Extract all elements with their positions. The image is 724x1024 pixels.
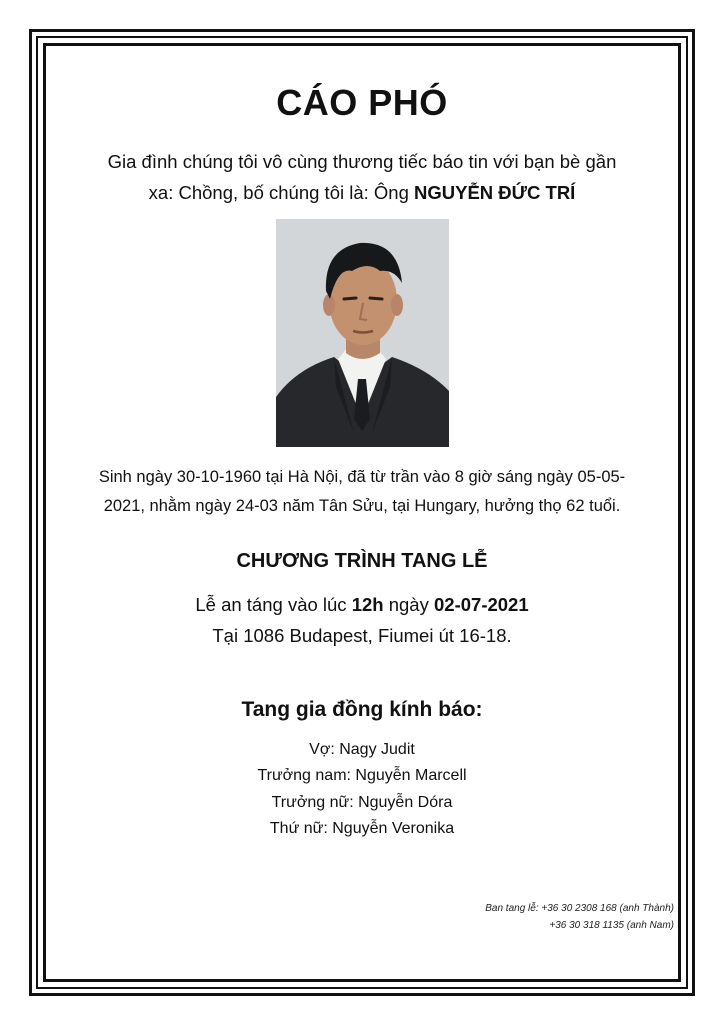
portrait-illustration bbox=[276, 219, 449, 447]
page-title: CÁO PHÓ bbox=[276, 82, 448, 123]
burial-text-a: Lễ an táng vào lúc bbox=[195, 594, 352, 615]
deceased-name: NGUYỄN ĐỨC TRÍ bbox=[414, 182, 576, 203]
bio-line-2: 2021, nhằm ngày 24-03 năm Tân Sửu, tại Hungary, hưởng thọ 62 tuổi. bbox=[103, 497, 621, 515]
burial-location: Tại 1086 Budapest, Fiumei út 16-18. bbox=[212, 625, 512, 646]
intro-line-2-text: xa: Chồng, bố chúng tôi là: Ông bbox=[148, 182, 415, 203]
portrait-photo bbox=[276, 219, 449, 447]
family-member: Thứ nữ: Nguyễn Veronika bbox=[269, 820, 455, 837]
funeral-committee-contacts bbox=[485, 900, 674, 934]
bio-line-1: Sinh ngày 30-10-1960 tại Hà Nội, đã từ trần vào 8 giờ sáng ngày 05-05- bbox=[98, 468, 626, 486]
contact-line-2: +36 30 318 1135 (anh Nam) bbox=[549, 920, 674, 931]
family-member: Vợ: Nagy Judit bbox=[309, 741, 415, 758]
burial-time: 12h bbox=[351, 594, 384, 615]
burial-text-b: ngày bbox=[383, 594, 434, 615]
intro-line-1: Gia đình chúng tôi vô cùng thương tiếc báo tin với bạn bè gần bbox=[107, 151, 617, 172]
burial-date: 02-07-2021 bbox=[434, 594, 529, 615]
contact-line-1: Ban tang lễ: +36 30 2308 168 (anh Thành) bbox=[485, 903, 674, 914]
program-heading: CHƯƠNG TRÌNH TANG LỄ bbox=[236, 550, 488, 572]
family-heading: Tang gia đồng kính báo: bbox=[241, 698, 483, 721]
intro-paragraph bbox=[60, 146, 664, 208]
family-member: Trưởng nam: Nguyễn Marcell bbox=[257, 767, 467, 784]
burial-time-line bbox=[60, 594, 664, 616]
family-member: Trưởng nữ: Nguyễn Dóra bbox=[271, 794, 453, 811]
bio-paragraph bbox=[60, 463, 664, 521]
intro-line-2 bbox=[60, 177, 664, 208]
